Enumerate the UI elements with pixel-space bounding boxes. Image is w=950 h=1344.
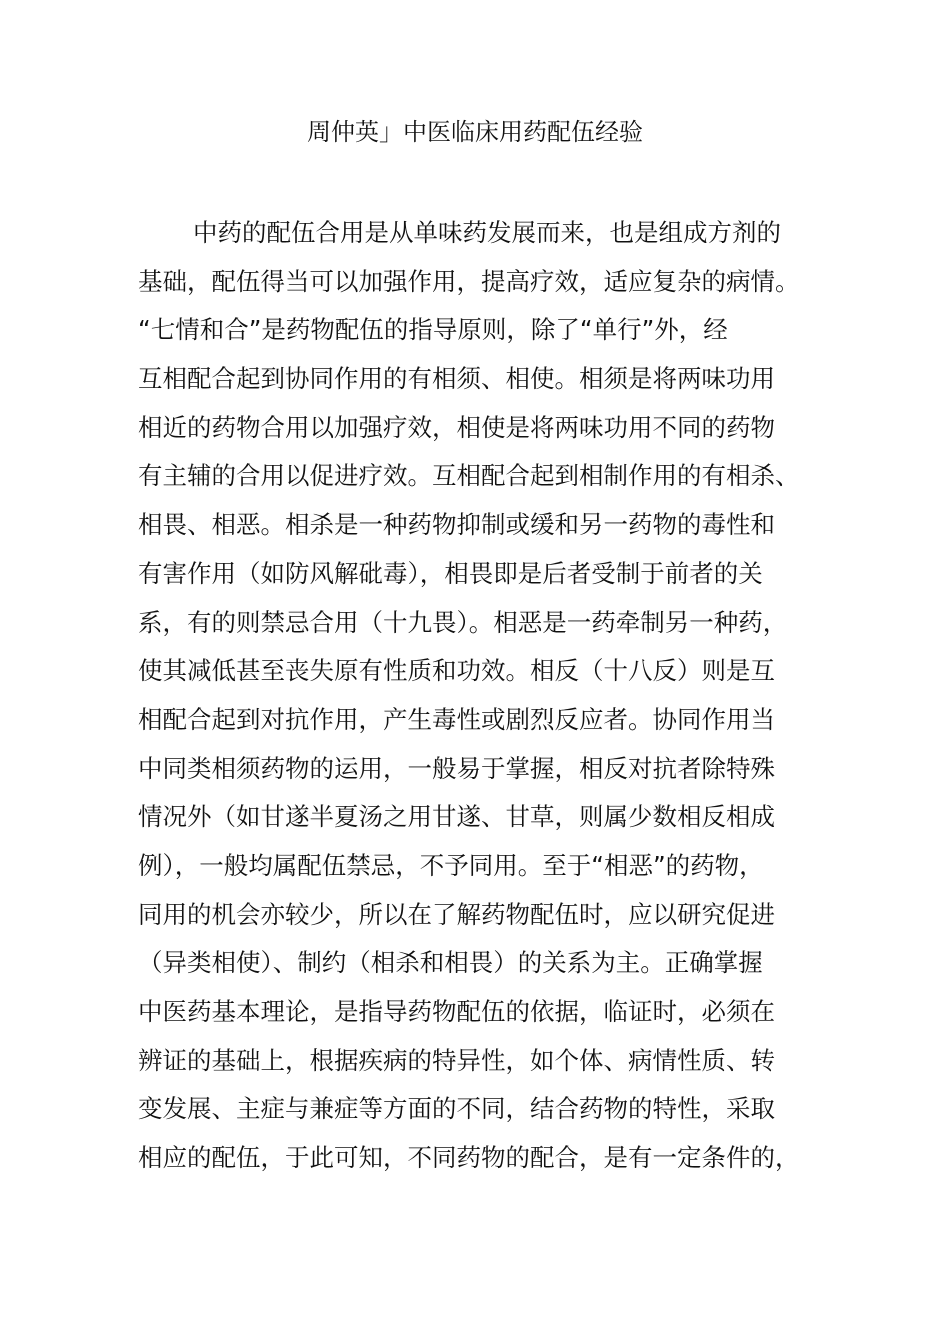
body-line: “七情和合”是药物配伍的指导原则，除了“单行”外，经 [138, 315, 728, 345]
body-line: 情况外（如甘遂半夏汤之用甘遂、甘草，则属少数相反相成 [138, 802, 775, 832]
body-line: 使其减低甚至丧失原有性质和功效。相反（十八反）则是互 [138, 656, 775, 686]
body-line: 基础，配伍得当可以加强作用，提高疗效，适应复杂的病情。 [138, 266, 800, 296]
body-line: 中药的配伍合用是从单味药发展而来，也是组成方剂的 [193, 218, 781, 247]
body-line: 例），一般均属配伍禁忌，不予同用。至于“相恶”的药物， [138, 850, 764, 880]
document-body [138, 213, 828, 1187]
body-line: 同用的机会亦较少，所以在了解药物配伍时，应以研究促进 [138, 899, 775, 929]
body-line: 中同类相须药物的运用，一般易于掌握，相反对抗者除特殊 [138, 753, 775, 783]
body-line: 有主辅的合用以促进疗效。互相配合起到相制作用的有相杀、 [138, 461, 800, 491]
body-line: 变发展、主症与兼症等方面的不同，结合药物的特性，采取 [138, 1094, 775, 1124]
body-line: 有害作用（如防风解砒毒），相畏即是后者受制于前者的关 [138, 558, 763, 588]
body-line: （异类相使）、制约（相杀和相畏）的关系为主。正确掌握 [138, 948, 763, 978]
body-line: 辨证的基础上，根据疾病的特异性，如个体、病情性质、转 [138, 1045, 775, 1075]
body-line: 系，有的则禁忌合用（十九畏）。相恶是一药牵制另一种药， [138, 607, 788, 637]
body-line: 相畏、相恶。相杀是一种药物抑制或缓和另一药物的毒性和 [138, 510, 775, 540]
body-line: 相配合起到对抗作用，产生毒性或剧烈反应者。协同作用当 [138, 704, 775, 734]
body-line: 相应的配伍，于此可知，不同药物的配合，是有一定条件的， [138, 1143, 800, 1173]
body-line: 相近的药物合用以加强疗效，相使是将两味功用不同的药物 [138, 412, 775, 442]
body-line: 中医药基本理论，是指导药物配伍的依据，临证时，必须在 [138, 997, 775, 1026]
body-line: 互相配合起到协同作用的有相须、相使。相须是将两味功用 [138, 364, 775, 394]
document-title: 周仲英」中医临床用药配伍经验 [307, 118, 643, 146]
